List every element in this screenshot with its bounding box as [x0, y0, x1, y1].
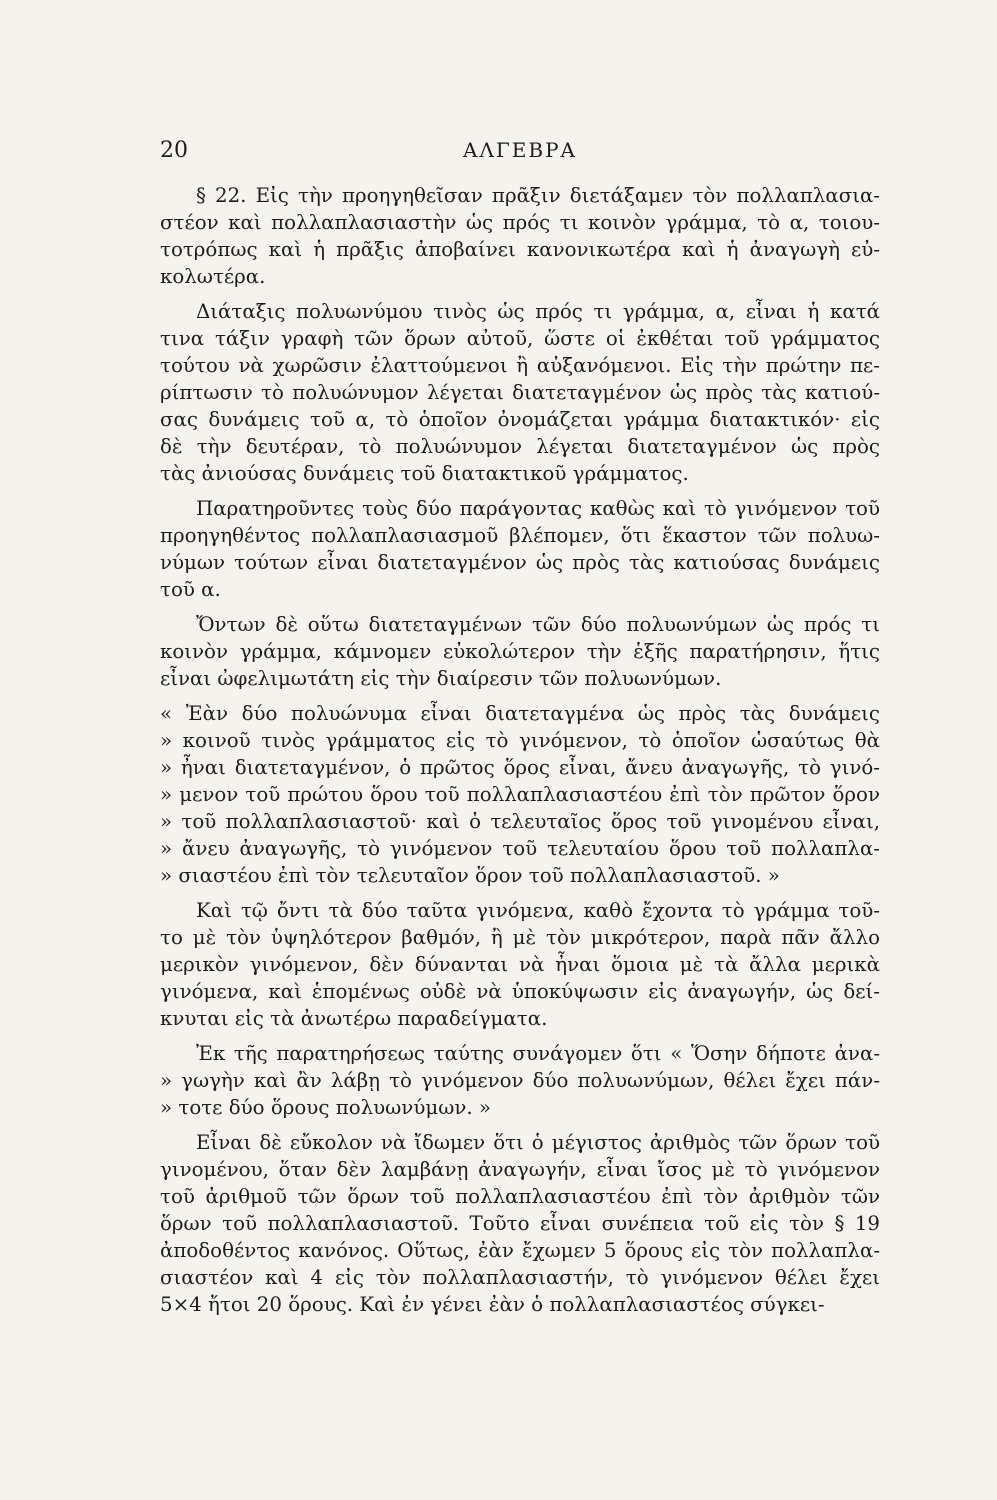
- text-line: » γωγὴν καὶ ἂν λάβῃ τὸ γινόμενον δύο πολυωνύμων, θέλει ἔχει πάν-: [160, 1069, 880, 1092]
- text-line: σας δυνάμεις τοῦ α, τὸ ὁποῖον ὀνομάζεται γράμμα διατακτικόν· εἰς: [160, 408, 880, 431]
- paragraph: [160, 495, 880, 603]
- body-text: [160, 182, 880, 1326]
- text-line: γινομένου, ὅταν δὲν λαμβάνῃ ἀναγωγήν, εἶναι ἴσος μὲ τὸ γινόμενον: [160, 1158, 880, 1181]
- text-line: Παρατηροῦντες τοὺς δύο παράγοντας καθὼς καὶ τὸ γινόμενον τοῦ: [196, 497, 880, 520]
- text-line: § 22. Εἰς τὴν προηγηθεῖσαν πρᾶξιν διετάξαμεν τὸν πολλαπλασια-: [196, 184, 880, 207]
- text-line: κοινὸν γράμμα, κάμνομεν εὐκολώτερον τὴν ἑξῆς παρατήρησιν, ἥτις: [160, 640, 880, 663]
- text-line: κνυται εἰς τὰ ἀνωτέρω παραδείγματα.: [160, 1007, 548, 1030]
- running-title: ΑΛΓΕΒΡΑ: [463, 138, 577, 162]
- text-line: τοτρόπως καὶ ἡ πρᾶξις ἀποβαίνει κανονικωτέρα καὶ ἡ ἀναγωγὴ εὐ-: [160, 238, 880, 261]
- text-line: δὲ τὴν δευτέραν, τὸ πολυώνυμον λέγεται διατεταγμένον ὡς πρὸς: [160, 435, 880, 458]
- text-line: τούτου νὰ χωρῶσιν ἐλαττούμενοι ἢ αὐξανόμενοι. Εἰς τὴν πρώτην πε-: [160, 354, 880, 377]
- paragraph: [160, 298, 880, 487]
- text-line: εἶναι ὠφελιμωτάτη εἰς τὴν διαίρεσιν τῶν πολυωνύμων.: [160, 667, 722, 690]
- page-number: 20: [160, 138, 188, 163]
- text-line: τὰς ἀνιούσας δυνάμεις τοῦ διατακτικοῦ γράμματος.: [160, 462, 689, 485]
- text-line: Εἶναι δὲ εὔκολον νὰ ἴδωμεν ὅτι ὁ μέγιστος ἀριθμὸς τῶν ὅρων τοῦ: [196, 1131, 880, 1154]
- text-line: τοῦ ἀριθμοῦ τῶν ὅρων τοῦ πολλαπλασιαστέου ἐπὶ τὸν ἀριθμὸν τῶν: [160, 1185, 880, 1208]
- text-line: σιαστέον καὶ 4 εἰς τὸν πολλαπλασιαστήν, τὸ γινόμενον θέλει ἔχει: [160, 1266, 880, 1289]
- text-line: » τοτε δύο ὅρους πολυωνύμων. »: [160, 1096, 492, 1119]
- text-line: ρίπτωσιν τὸ πολυώνυμον λέγεται διατεταγμένον ὡς πρὸς τὰς κατιού-: [160, 381, 880, 404]
- text-line: » κοινοῦ τινὸς γράμματος εἰς τὸ γινόμενον, τὸ ὁποῖον ὡσαύτως θὰ: [160, 729, 880, 752]
- text-line: « Ἐὰν δύο πολυώνυμα εἶναι διατεταγμένα ὡς πρὸς τὰς δυνάμεις: [160, 702, 880, 725]
- text-line: Ἐκ τῆς παρατηρήσεως ταύτης συνάγομεν ὅτι « Ὅσην δήποτε ἀνα-: [196, 1042, 880, 1065]
- paragraph: [160, 182, 880, 290]
- text-line: » μενον τοῦ πρώτου ὅρου τοῦ πολλαπλασιαστέου ἐπὶ τὸν πρῶτον ὅρον: [160, 783, 880, 806]
- paragraph: [160, 897, 880, 1032]
- text-line: τινα τάξιν γραφὴ τῶν ὅρων αὐτοῦ, ὥστε οἱ ἐκθέται τοῦ γράμματος: [160, 327, 880, 350]
- text-line: » ἄνευ ἀναγωγῆς, τὸ γινόμενον τοῦ τελευταίου ὅρου τοῦ πολλαπλα-: [160, 837, 880, 860]
- text-line: 5×4 ἤτοι 20 ὅρους. Καὶ ἐν γένει ἐὰν ὁ πολλαπλασιαστέος σύγκει-: [160, 1293, 825, 1316]
- text-line: ὅρων τοῦ πολλαπλασιαστοῦ. Τοῦτο εἶναι συνέπεια τοῦ εἰς τὸν § 19: [160, 1212, 880, 1235]
- text-line: » ἦναι διατεταγμένον, ὁ πρῶτος ὅρος εἶναι, ἄνευ ἀναγωγῆς, τὸ γινό-: [160, 756, 880, 779]
- paragraph: [160, 1040, 880, 1121]
- text-line: Διάταξις πολυωνύμου τινὸς ὡς πρός τι γράμμα, α, εἶναι ἡ κατά: [196, 300, 880, 323]
- text-line: » τοῦ πολλαπλασιαστοῦ· καὶ ὁ τελευταῖος ὅρος τοῦ γινομένου εἶναι,: [160, 810, 880, 833]
- paragraph: [160, 611, 880, 692]
- text-line: Ὄντων δὲ οὕτω διατεταγμένων τῶν δύο πολυωνύμων ὡς πρός τι: [196, 613, 880, 636]
- page-header: [160, 138, 880, 168]
- text-line: τοῦ α.: [160, 578, 221, 601]
- text-line: μερικὸν γινόμενον, δὲν δύνανται νὰ ἦναι ὅμοια μὲ τὰ ἄλλα μερικὰ: [160, 953, 880, 976]
- text-line: προηγηθέντος πολλαπλασιασμοῦ βλέπομεν, ὅτι ἕκαστον τῶν πολυω-: [160, 524, 880, 547]
- text-line: το μὲ τὸν ὑψηλότερον βαθμόν, ἢ μὲ τὸν μικρότερον, παρὰ πᾶν ἄλλο: [160, 926, 880, 949]
- text-line: νύμων τούτων εἶναι διατεταγμένον ὡς πρὸς τὰς κατιούσας δυνάμεις: [160, 551, 880, 574]
- text-line: στέον καὶ πολλαπλασιαστὴν ὡς πρός τι κοινὸν γράμμα, τὸ α, τοιου-: [160, 211, 880, 234]
- text-line: » σιαστέου ἐπὶ τὸν τελευταῖον ὅρον τοῦ πολλαπλασιαστοῦ. »: [160, 864, 780, 887]
- paragraph: [160, 1129, 880, 1318]
- text-line: Καὶ τῷ ὄντι τὰ δύο ταῦτα γινόμενα, καθὸ ἔχοντα τὸ γράμμα τοῦ-: [196, 899, 880, 922]
- text-line: κολωτέρα.: [160, 265, 266, 288]
- text-line: γινόμενα, καὶ ἑπομένως οὐδὲ νὰ ὑποκύψωσιν εἰς ἀναγωγήν, ὡς δεί-: [160, 980, 880, 1003]
- text-line: ἀποδοθέντος κανόνος. Οὕτως, ἐὰν ἔχωμεν 5 ὅρους εἰς τὸν πολλαπλα-: [160, 1239, 880, 1262]
- paragraph: [160, 700, 880, 889]
